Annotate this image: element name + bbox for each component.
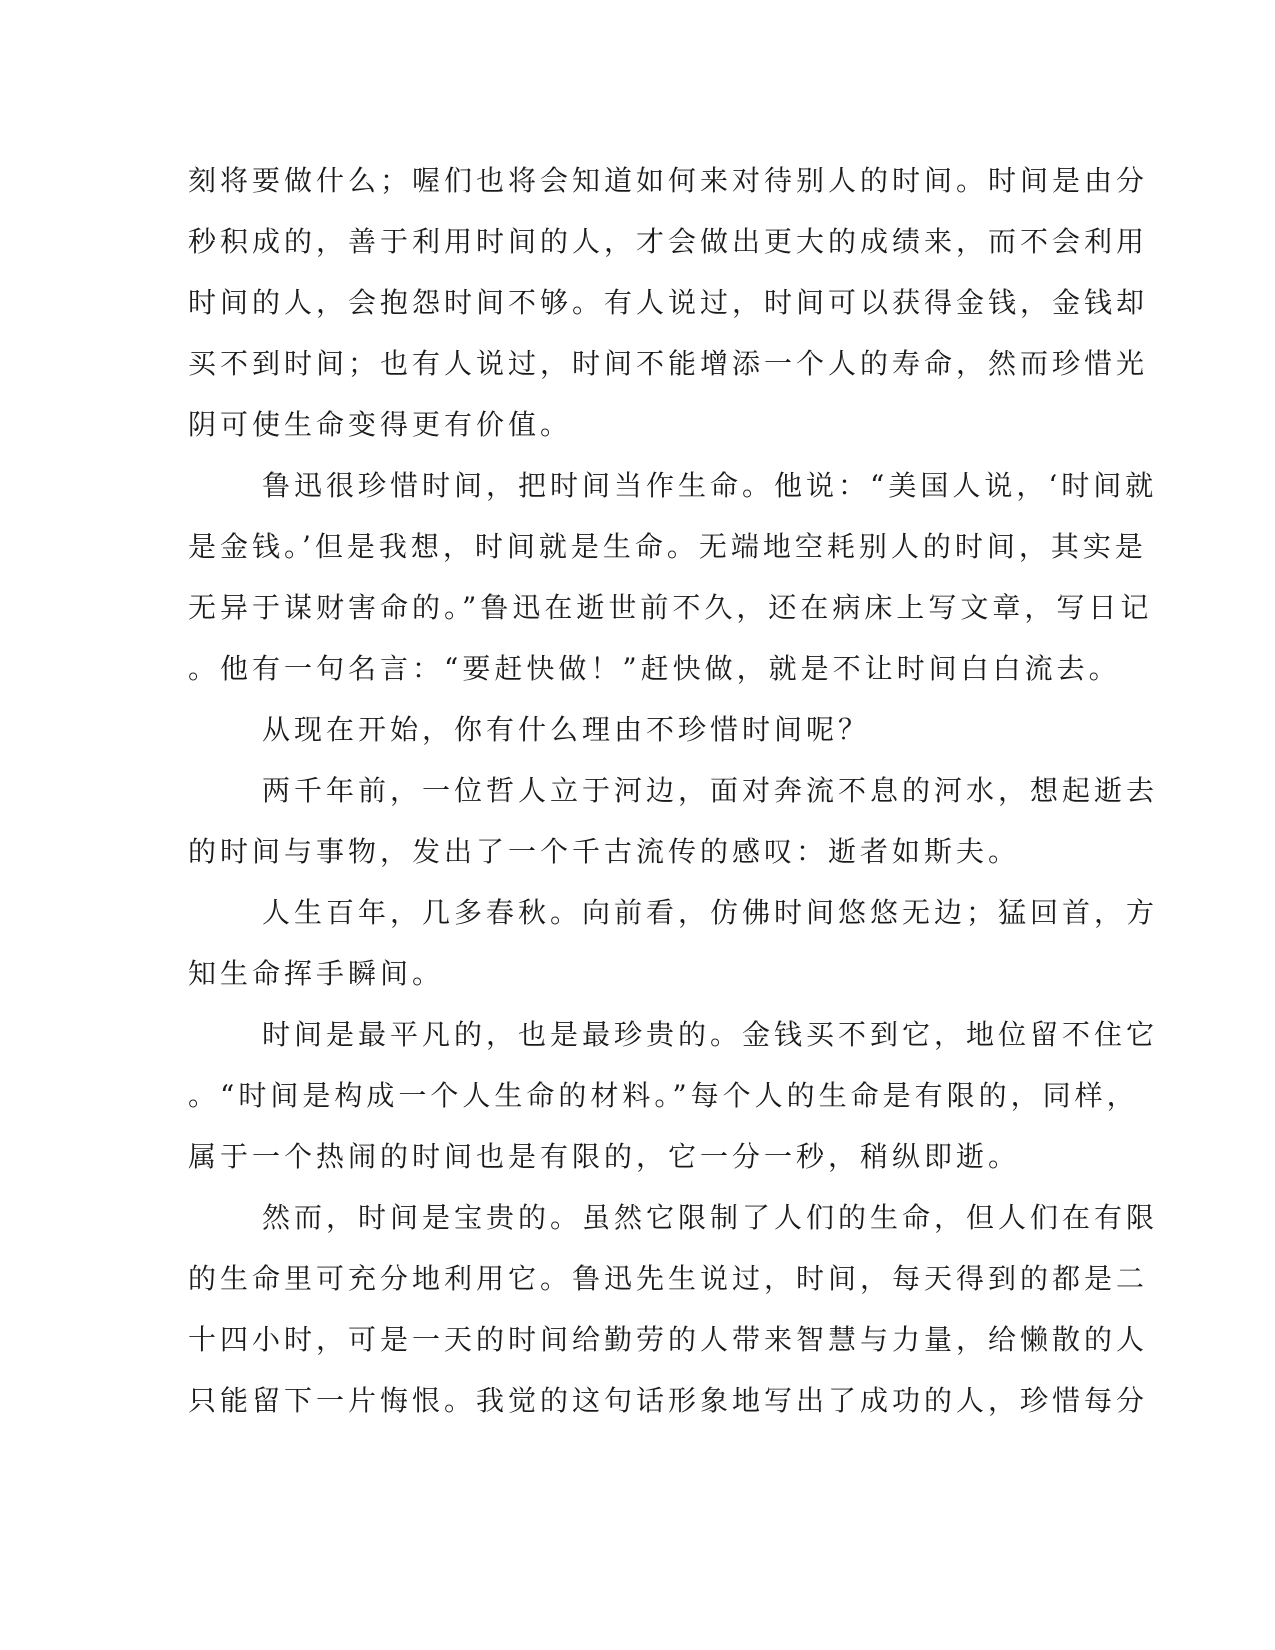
text-line: 刻将要做什么；喔们也将会知道如何来对待别人的时间。时间是由分 bbox=[188, 164, 1149, 197]
paragraph-start-line: 然而，时间是宝贵的。虽然它限制了人们的生命，但人们在有限 bbox=[262, 1201, 1159, 1234]
body-text bbox=[188, 150, 1159, 1431]
text-line: 知生命挥手瞬间。 bbox=[188, 957, 445, 990]
paragraph-start-line: 两千年前，一位哲人立于河边，面对奔流不息的河水，想起逝去 bbox=[262, 774, 1159, 807]
text-line: 买不到时间；也有人说过，时间不能增添一个人的寿命，然而珍惜光 bbox=[188, 347, 1149, 380]
paragraph-start-line: 从现在开始，你有什么理由不珍惜时间呢？ bbox=[262, 713, 871, 746]
paragraph-start-line: 时间是最平凡的，也是最珍贵的。金钱买不到它，地位留不住它 bbox=[262, 1018, 1159, 1051]
text-line: 无异于谋财害命的。”鲁迅在逝世前不久，还在病床上写文章，写日记 bbox=[188, 591, 1153, 624]
text-line: 。他有一句名言：“要赶快做！”赶快做，就是不让时间白白流去。 bbox=[188, 652, 1121, 685]
paragraph-start-line: 鲁迅很珍惜时间，把时间当作生命。他说：“美国人说，‘时间就 bbox=[262, 469, 1158, 502]
text-line: 是金钱。’但是我想，时间就是生命。无端地空耗别人的时间，其实是 bbox=[188, 530, 1147, 563]
text-line: 的生命里可充分地利用它。鲁迅先生说过，时间，每天得到的都是二 bbox=[188, 1262, 1149, 1295]
text-line: 的时间与事物，发出了一个千古流传的感叹：逝者如斯夫。 bbox=[188, 835, 1021, 868]
text-line: 秒积成的，善于利用时间的人，才会做出更大的成绩来，而不会利用 bbox=[188, 225, 1149, 258]
paragraph-start-line: 人生百年，几多春秋。向前看，仿佛时间悠悠无边；猛回首，方 bbox=[262, 896, 1159, 929]
text-line: 时间的人，会抱怨时间不够。有人说过，时间可以获得金钱，金钱却 bbox=[188, 286, 1149, 319]
text-line: 十四小时，可是一天的时间给勤劳的人带来智慧与力量，给懒散的人 bbox=[188, 1323, 1149, 1356]
text-line: 阴可使生命变得更有价值。 bbox=[188, 408, 573, 441]
text-line: 属于一个热闹的时间也是有限的，它一分一秒，稍纵即逝。 bbox=[188, 1140, 1021, 1173]
text-line: 只能留下一片悔恨。我觉的这句话形象地写出了成功的人，珍惜每分 bbox=[188, 1384, 1149, 1417]
text-line: 。“时间是构成一个人生命的材料。”每个人的生命是有限的，同样， bbox=[188, 1079, 1139, 1112]
